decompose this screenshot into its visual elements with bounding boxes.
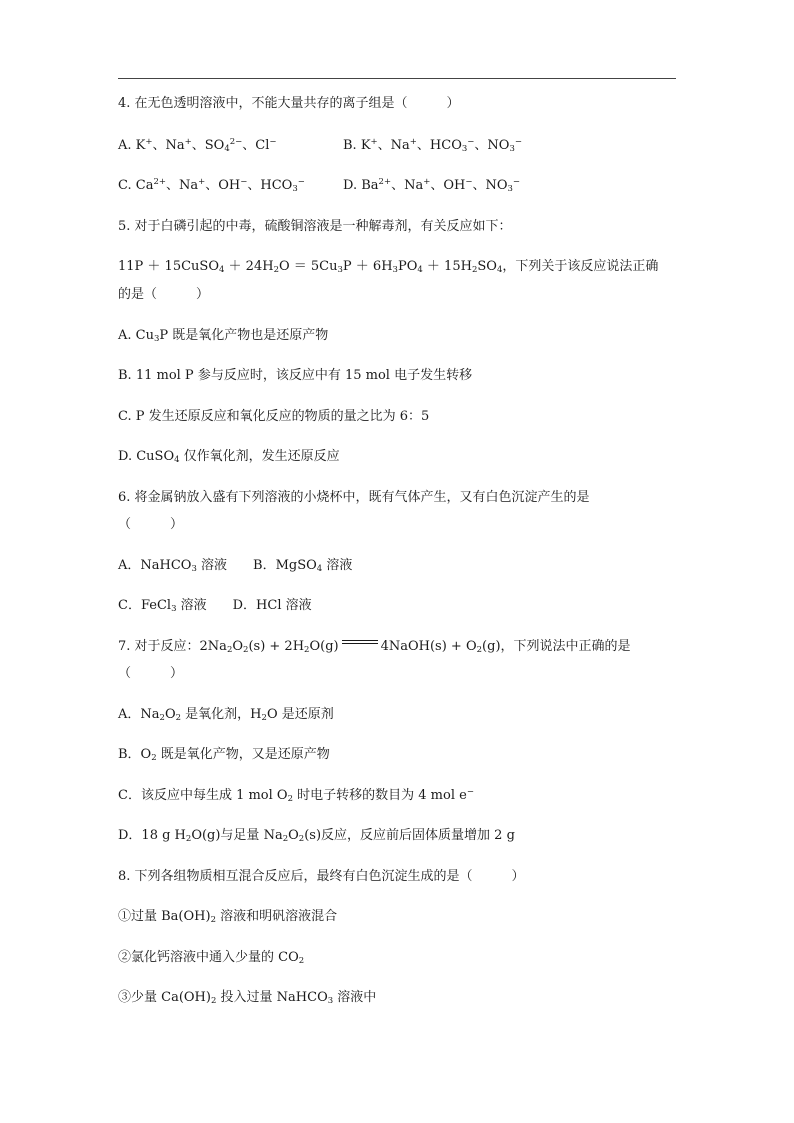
q6-paren: （ ） [118,517,184,532]
q5-option-b: B. 11 mol P 参与反应时，该反应中有 15 mol 电子发生转移 [118,368,473,383]
q7-option-a: A．$Na_2O_2$ 是氧化剂，$H_2O$ 是还原剂 [118,707,334,723]
q4-option-a: A. K+、Na+、$SO_4^{2-}$、Cl− [118,137,277,154]
q7-option-b: B．$O_2$ 既是氧化产物，又是还原产物 [118,747,330,763]
q5-option-d: D. CuSO$_4$ 仅作氧化剂，发生还原反应 [118,449,340,465]
q7-paren: （ ） [118,666,184,681]
q8-item-1: ①过量 $Ba(OH)_2$ 溶液和明矾溶液混合 [118,909,338,925]
q5-stem-cont: 的是（ ） [118,287,210,302]
header-rule [118,78,676,79]
q8-stem: 8. 下列各组物质相互混合反应后，最终有白色沉淀生成的是（ ） [118,869,525,884]
q5-equation: 11P ＋ 15CuSO$_4$ ＋ $24H_2O = 5Cu_3P + 6H_3PO_4 + 15H_2SO_4$，下列关于该反应说法正确 [118,259,659,275]
q4-option-c: C. $Ca^{2+}$、Na+、OH−、$HCO_3^-$ [118,177,305,194]
reaction-equals-sign [342,638,378,648]
q6-options-cd [118,597,312,615]
q7-option-c: C．该反应中每生成 1 mol $O_2$ 时电子转移的数目为 4 mol e− [118,787,474,804]
q6-stem: 6. 将金属钠放入盛有下列溶液的小烧杯中，既有气体产生，又有白色沉淀产生的是 [118,490,590,505]
q8-item-2: ②氯化钙溶液中通入少量的 $CO_2$ [118,950,305,966]
q6-option-d: D．HCl 溶液 [232,598,312,613]
q6-option-c: C．FeCl$_3$ 溶液 [118,598,207,614]
q5-option-c: C. P 发生还原反应和氧化反应的物质的量之比为 6：5 [118,409,430,424]
q7-stem: 7. 对于反应：$2Na_2O_2(s) + 2H_2O(g)$ 4NaOH(s) + $O_2(g)$，下列说法中正确的是 [118,639,631,655]
q6-option-b: B．MgSO$_4$ 溶液 [253,558,353,574]
q8-item-3: ③少量 $Ca(OH)_2$ 投入过量 NaHCO$_3$ 溶液中 [118,990,377,1006]
q6-options-ab [118,557,352,575]
q4-stem: 4. 在无色透明溶液中，不能大量共存的离子组是（ ） [118,96,460,111]
q4-option-d: D. $Ba^{2+}$、Na+、OH−、$NO_3^-$ [343,177,521,194]
q5-option-a: A. $Cu_3P$ 既是氧化产物也是还原产物 [118,328,329,344]
q6-option-a: A．NaHCO$_3$ 溶液 [118,558,228,574]
q7-option-d: D．18 g $H_2O(g)$与足量 $Na_2O_2(s)$反应，反应前后固体质量增加 2 g [118,828,515,844]
q4-option-b: B. K+、Na+、$HCO_3^-$、$NO_3^-$ [343,137,523,154]
q5-stem: 5. 对于白磷引起的中毒，硫酸铜溶液是一种解毒剂，有关反应如下： [118,219,512,234]
